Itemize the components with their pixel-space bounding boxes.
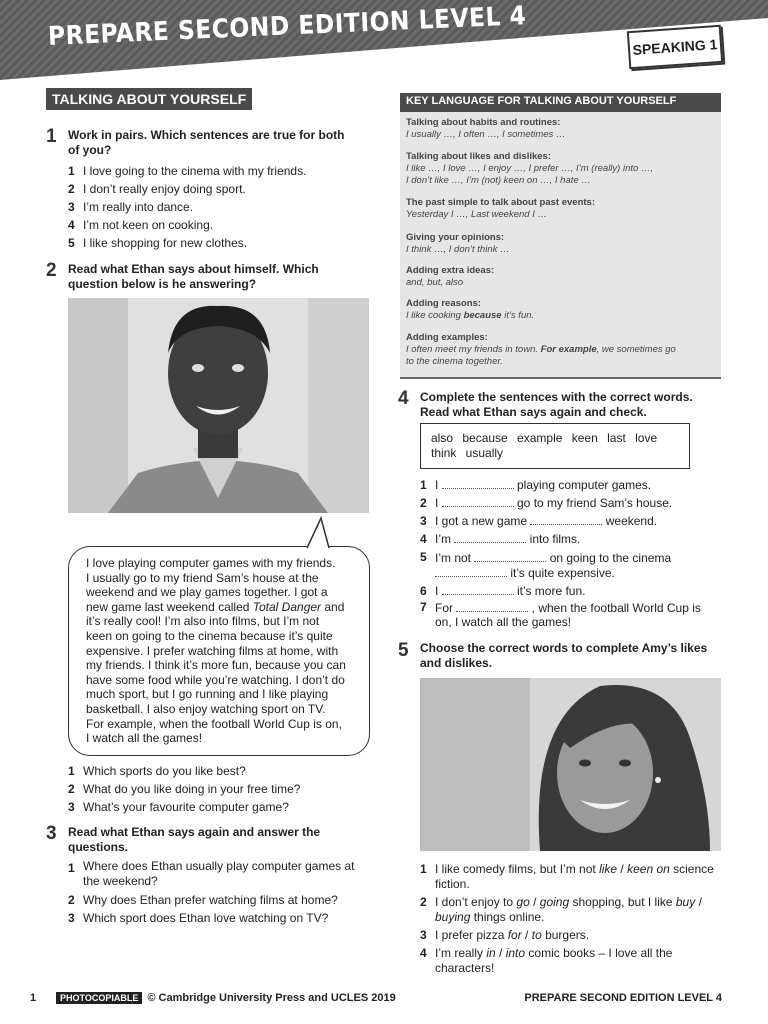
list-item: 2 What do you like doing in your free time? bbox=[68, 782, 301, 796]
list-item: 4 I’m really in / into comic books – I love all the characters! bbox=[420, 946, 673, 975]
q3-number: 3 bbox=[46, 823, 57, 844]
amy-photo bbox=[420, 678, 721, 851]
answer-blank[interactable] bbox=[454, 531, 526, 543]
list-item: 4 I’m not keen on cooking. bbox=[68, 218, 214, 232]
list-item: 5 I’m not on going to the cinema it’s quite expensive. bbox=[420, 550, 672, 580]
q4-instruction: Complete the sentences with the correct words. Read what Ethan says again and check. bbox=[420, 390, 693, 419]
q5-list bbox=[420, 862, 720, 976]
list-item: 6 I it’s more fun. bbox=[420, 584, 586, 598]
q1-list bbox=[68, 162, 368, 252]
answer-blank[interactable] bbox=[456, 600, 528, 612]
section-tag: TALKING ABOUT YOURSELF bbox=[46, 88, 252, 110]
list-item: 5 I like shopping for new clothes. bbox=[68, 236, 248, 250]
answer-blank[interactable] bbox=[442, 495, 514, 507]
ethan-photo bbox=[68, 298, 369, 513]
list-item: 2 Why does Ethan prefer watching films at home? bbox=[68, 893, 338, 907]
key-reasons: Adding reasons: I like cooking because it’s fun. bbox=[406, 298, 535, 321]
q2-instruction: Read what Ethan says about himself. Which question below is he answering? bbox=[68, 262, 319, 291]
list-item: 1 I playing computer games. bbox=[420, 478, 652, 492]
answer-blank[interactable] bbox=[474, 550, 546, 562]
footer-title: PREPARE SECOND EDITION LEVEL 4 bbox=[524, 992, 722, 1004]
list-item: 3 Which sport does Ethan love watching on TV? bbox=[68, 911, 329, 925]
list-item: 3 What’s your favourite computer game? bbox=[68, 800, 289, 814]
list-item: 2 I don’t enjoy to go / going shopping, but I like buy / buying things online. bbox=[420, 895, 702, 924]
list-item: 1 I like comedy films, but I’m not like / keen on science fiction. bbox=[420, 862, 714, 891]
page-number: 1 bbox=[30, 992, 37, 1004]
q5-number: 5 bbox=[398, 640, 409, 661]
footer-copyright: PHOTOCOPIABLE © Cambridge University Press and UCLES 2019 bbox=[56, 992, 396, 1004]
q2-list bbox=[68, 762, 368, 816]
q4-number: 4 bbox=[398, 388, 409, 409]
page-title: PREPARE SECOND EDITION LEVEL 4 bbox=[47, 1, 527, 52]
list-item: 4 I’m into films. bbox=[420, 532, 581, 546]
q2-number: 2 bbox=[46, 260, 57, 281]
list-item: 7 For , when the football World Cup is on, I watch all the games! bbox=[420, 600, 701, 629]
key-extra-ideas: Adding extra ideas: and, but, also bbox=[406, 265, 495, 288]
list-item: 3 I got a new game weekend. bbox=[420, 514, 658, 528]
answer-blank[interactable] bbox=[442, 477, 514, 489]
key-past-simple: The past simple to talk about past events: Yesterday I …, Last weekend I … bbox=[406, 197, 595, 220]
list-item: 3 I’m really into dance. bbox=[68, 200, 194, 214]
key-likes: Talking about likes and dislikes: I like …, I love …, I enjoy …, I prefer …, I’m (really) into …, I don’t like …, I’m (not) keen on …, I hate … bbox=[406, 151, 654, 186]
speech-bubble-tail bbox=[305, 516, 345, 550]
list-item: 1 Where does Ethan usually play computer games at the weekend? bbox=[68, 859, 355, 888]
key-language-title: KEY LANGUAGE FOR TALKING ABOUT YOURSELF bbox=[400, 93, 721, 112]
answer-blank[interactable] bbox=[435, 565, 507, 577]
word-box: also because example keen last love think usually bbox=[420, 423, 690, 469]
speaking-badge: SPEAKING 1 bbox=[627, 25, 723, 69]
q4-list bbox=[420, 476, 720, 629]
list-item: 3 I prefer pizza for / to burgers. bbox=[420, 928, 590, 942]
q3-instruction: Read what Ethan says again and answer the questions. bbox=[68, 825, 321, 854]
q1-instruction: Work in pairs. Which sentences are true for both of you? bbox=[68, 128, 345, 157]
key-habits: Talking about habits and routines: I usually …, I often …, I sometimes … bbox=[406, 117, 566, 140]
key-opinions: Giving your opinions: I think …, I don’t think … bbox=[406, 232, 510, 255]
list-item: 1 I love going to the cinema with my friends. bbox=[68, 164, 307, 178]
photocopiable-label: PHOTOCOPIABLE bbox=[56, 992, 142, 1004]
list-item: 1 Which sports do you like best? bbox=[68, 764, 246, 778]
key-examples: Adding examples: I often meet my friends in town. For example, we sometimes go to the cinema together. bbox=[406, 332, 676, 367]
q3-list bbox=[68, 859, 368, 927]
answer-blank[interactable] bbox=[442, 583, 514, 595]
q5-instruction: Choose the correct words to complete Amy’s likes and dislikes. bbox=[420, 641, 708, 670]
q1-number: 1 bbox=[46, 126, 57, 147]
key-language-box bbox=[400, 93, 721, 379]
list-item: 2 I don’t really enjoy doing sport. bbox=[68, 182, 246, 196]
ethan-text: I love playing computer games with my friends. I usually go to my friend Sam’s house at the weekend and we play games together. I got a new game last weekend called Total Danger and it’s really cool! I’m also into films, but I’m not keen on going to the cinema because it’s quite expensive. I prefer watching films at home, with my friends. I think it’s more fun, because you can have some food while you’re watching. I don’t do much sport, but I go running and I like playing basketball. I also enjoy watching sport on TV. For example, when the football World Cup is on, I watch all the games! bbox=[86, 556, 346, 746]
list-item: 2 I go to my friend Sam’s house. bbox=[420, 496, 673, 510]
answer-blank[interactable] bbox=[530, 513, 602, 525]
